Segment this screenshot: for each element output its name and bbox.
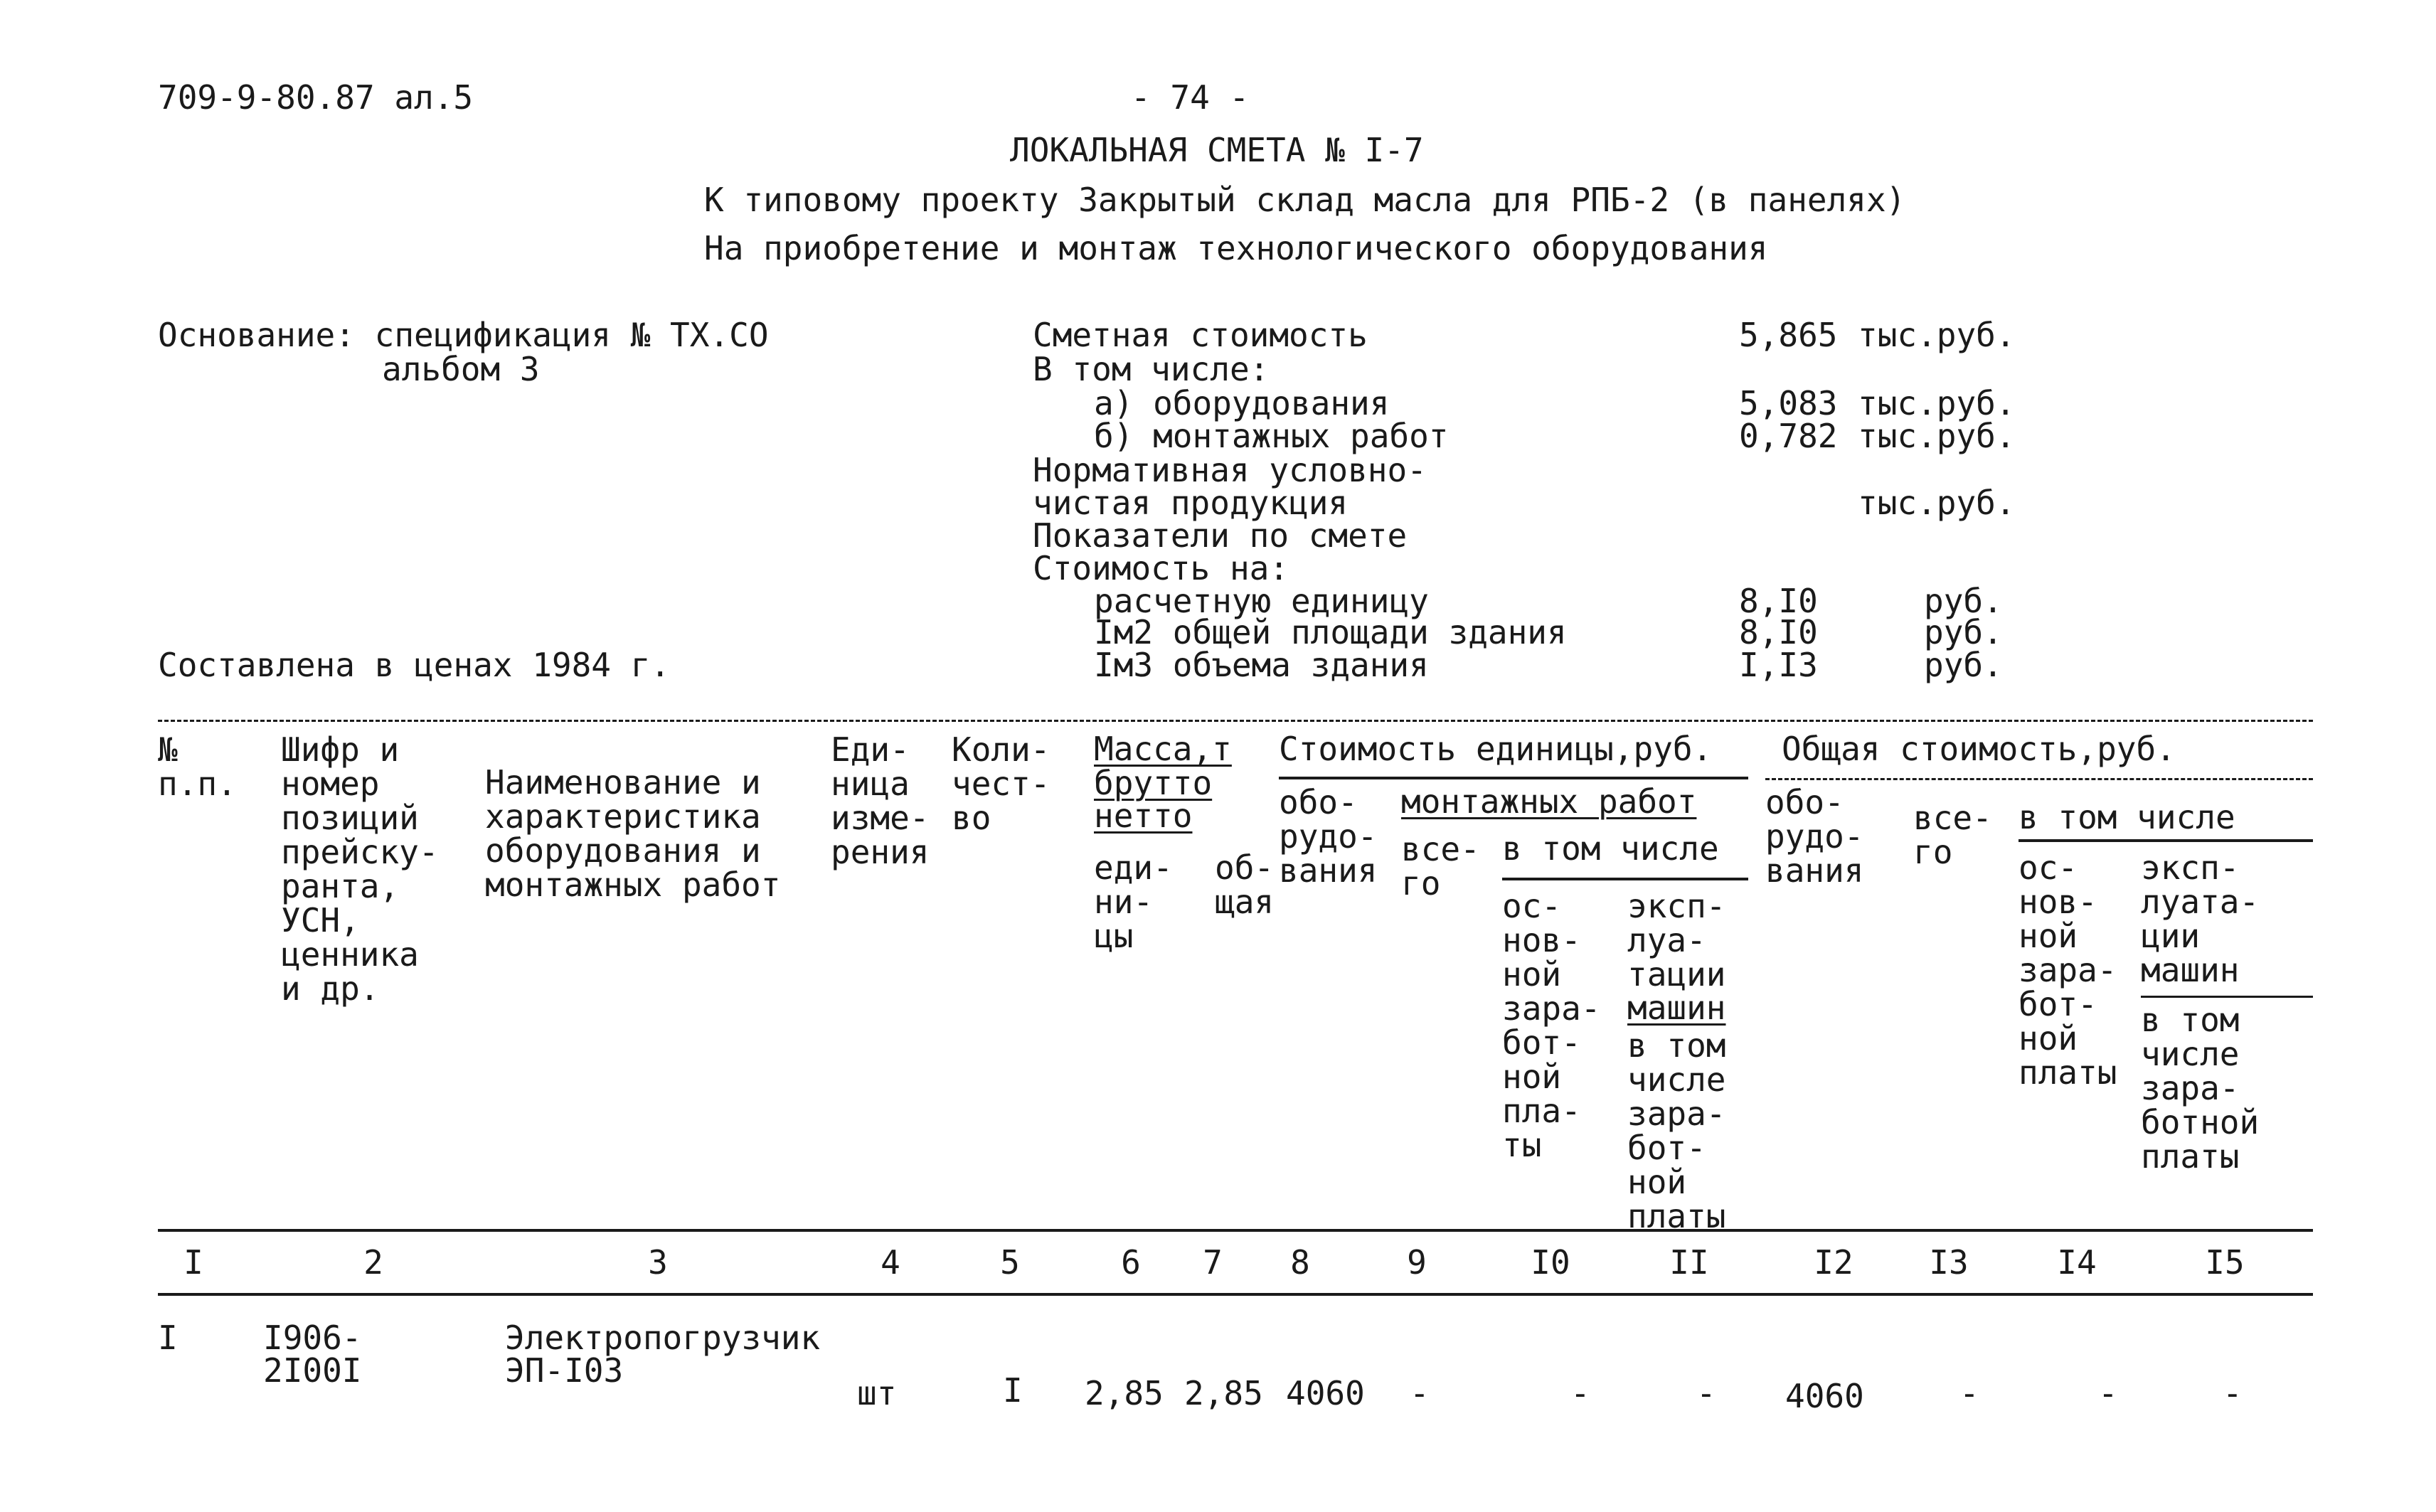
header-unit: Еди- ница изме- рения <box>831 730 930 871</box>
header-unit-equipment: обо- рудо- вания <box>1279 783 1378 890</box>
column-number: 4 <box>881 1243 900 1282</box>
header-unit-machine-wage: в том числе зара- бот- ной платы <box>1627 1026 1726 1235</box>
header-installation: монтажных работ <box>1401 782 1697 821</box>
document-purpose: На приобретение и монтаж технологического оборудования <box>704 229 1768 267</box>
summary-label: Сметная стоимость <box>1033 316 1368 354</box>
header-total-cost: Общая стоимость,руб. <box>1782 730 2176 768</box>
header-mass: Масса,т <box>1094 730 1232 768</box>
column-number: II <box>1669 1243 1709 1282</box>
header-total-incl: в том числе <box>2019 798 2235 836</box>
summary-label: Нормативная условно- <box>1033 451 1427 489</box>
column-number: 2 <box>363 1243 383 1282</box>
header-unit-install-total: все- го <box>1401 830 1480 903</box>
column-number: 8 <box>1290 1243 1310 1282</box>
row-mass-per-unit: 2,85 <box>1085 1374 1164 1412</box>
header-mass-per-unit: еди- ни- цы <box>1094 848 1173 955</box>
summary-label: чистая продукция <box>1033 484 1349 522</box>
header-total-incl-rule <box>2019 839 2313 842</box>
column-number: I0 <box>1531 1243 1570 1282</box>
header-unit-machine-op: эксп- луа- тации <box>1627 887 1726 994</box>
header-total-machine-rule <box>2141 996 2313 998</box>
row-mass-total: 2,85 <box>1184 1374 1263 1412</box>
header-total-machine-wage: в том числе зара- ботной платы <box>2141 1001 2260 1176</box>
header-unit-install-incl: в том числе <box>1502 829 1719 868</box>
header-unit-incl-rule <box>1502 878 1748 880</box>
header-total-basic-wage: ос- нов- ной зара- бот- ной платы <box>2019 848 2117 1092</box>
summary-label: Iм3 объема здания <box>1094 646 1429 684</box>
document-code: 709-9-80.87 ал.5 <box>158 78 474 117</box>
header-item-name: Наименование и характеристика оборудования и монтажных работ <box>485 763 781 904</box>
document-subtitle: К типовому проекту Закрытый склад масла для РПБ-2 (в панелях) <box>704 181 1906 219</box>
price-level: Составлена в ценах 1984 г. <box>158 646 671 684</box>
column-numbers-rule <box>158 1293 2313 1296</box>
header-quantity: Коли- чест- во <box>952 730 1051 837</box>
row-number: I <box>158 1319 178 1357</box>
summary-value: 0,782 <box>1739 417 1838 455</box>
header-unit-cost-rule <box>1279 777 1748 779</box>
header-mass-net: нетто <box>1094 797 1193 835</box>
header-mass-total: об- щая <box>1215 848 1275 921</box>
summary-label: Iм2 общей площади здания <box>1094 613 1567 651</box>
header-unit-basic-wage: ос- нов- ной зара- бот- ной пла- ты <box>1502 887 1601 1164</box>
table-top-rule <box>158 720 2313 722</box>
row-unit-equipment-cost: 4060 <box>1286 1374 1365 1412</box>
summary-value: 8,I0 <box>1739 582 1818 620</box>
summary-value: 5,865 <box>1739 316 1838 354</box>
basis-line: Основание: спецификация № ТХ.СО <box>158 316 769 354</box>
header-unit-cost: Стоимость единицы,руб. <box>1279 730 1713 768</box>
column-number: I3 <box>1929 1243 1969 1282</box>
column-number: 9 <box>1407 1243 1427 1282</box>
summary-label: Стоимость на: <box>1033 549 1289 587</box>
summary-unit: тыс.руб. <box>1858 316 2016 354</box>
summary-unit: тыс.руб. <box>1858 417 2016 455</box>
row-total-machine-op: - <box>2223 1374 2243 1412</box>
summary-unit: тыс.руб. <box>1858 484 2016 522</box>
summary-label: б) монтажных работ <box>1094 417 1449 455</box>
column-number: I5 <box>2205 1243 2245 1282</box>
header-total-all: все- го <box>1913 799 1992 871</box>
summary-unit: руб. <box>1924 646 2003 684</box>
column-number: I2 <box>1814 1243 1853 1282</box>
header-price-code: Шифр и номер позиций прейску- ранта, УСН, ценника и др. <box>281 730 439 1008</box>
column-number: 5 <box>1000 1243 1020 1282</box>
summary-label: В том числе: <box>1033 350 1270 388</box>
page-number: - 74 - <box>1131 78 1250 117</box>
header-row-number: № п.п. <box>158 730 237 803</box>
row-unit-basic-wage: - <box>1570 1374 1590 1412</box>
summary-label: Показатели по смете <box>1033 516 1408 555</box>
summary-unit: руб. <box>1924 613 2003 651</box>
column-number: 3 <box>648 1243 668 1282</box>
summary-unit: тыс.руб. <box>1858 384 2016 422</box>
header-bottom-rule <box>158 1229 2313 1232</box>
summary-unit: руб. <box>1924 582 2003 620</box>
header-unit-machine-op-2: машин <box>1627 989 1726 1027</box>
basis-album: альбом 3 <box>382 350 540 388</box>
column-number: I4 <box>2057 1243 2097 1282</box>
summary-value: 5,083 <box>1739 384 1838 422</box>
row-price-code: I906- 2I00I <box>263 1319 362 1390</box>
row-unit: шт <box>857 1374 897 1412</box>
header-total-cost-rule <box>1765 778 2313 780</box>
row-unit-install-total: - <box>1410 1374 1430 1412</box>
column-number: I <box>184 1243 203 1282</box>
row-total-all: - <box>1959 1374 1979 1412</box>
header-mass-gross: брутто <box>1094 764 1213 802</box>
summary-value: 8,I0 <box>1739 613 1818 651</box>
row-total-equipment: 4060 <box>1785 1377 1864 1415</box>
document-title: ЛОКАЛЬНАЯ СМЕТА № I-7 <box>1010 131 1424 169</box>
header-total-machine-op: эксп- луата- ции машин <box>2141 848 2260 989</box>
summary-label: а) оборудования <box>1094 384 1390 422</box>
column-number: 6 <box>1121 1243 1141 1282</box>
summary-value: I,I3 <box>1739 646 1818 684</box>
row-total-basic-wage: - <box>2098 1374 2118 1412</box>
summary-label: расчетную единицу <box>1094 582 1429 620</box>
header-total-equipment: обо- рудо- вания <box>1765 783 1864 890</box>
row-item-name: Электропогрузчик ЭП-I03 <box>505 1319 821 1390</box>
row-unit-machine-op: - <box>1696 1374 1716 1412</box>
row-quantity: I <box>1003 1371 1023 1410</box>
column-number: 7 <box>1203 1243 1223 1282</box>
